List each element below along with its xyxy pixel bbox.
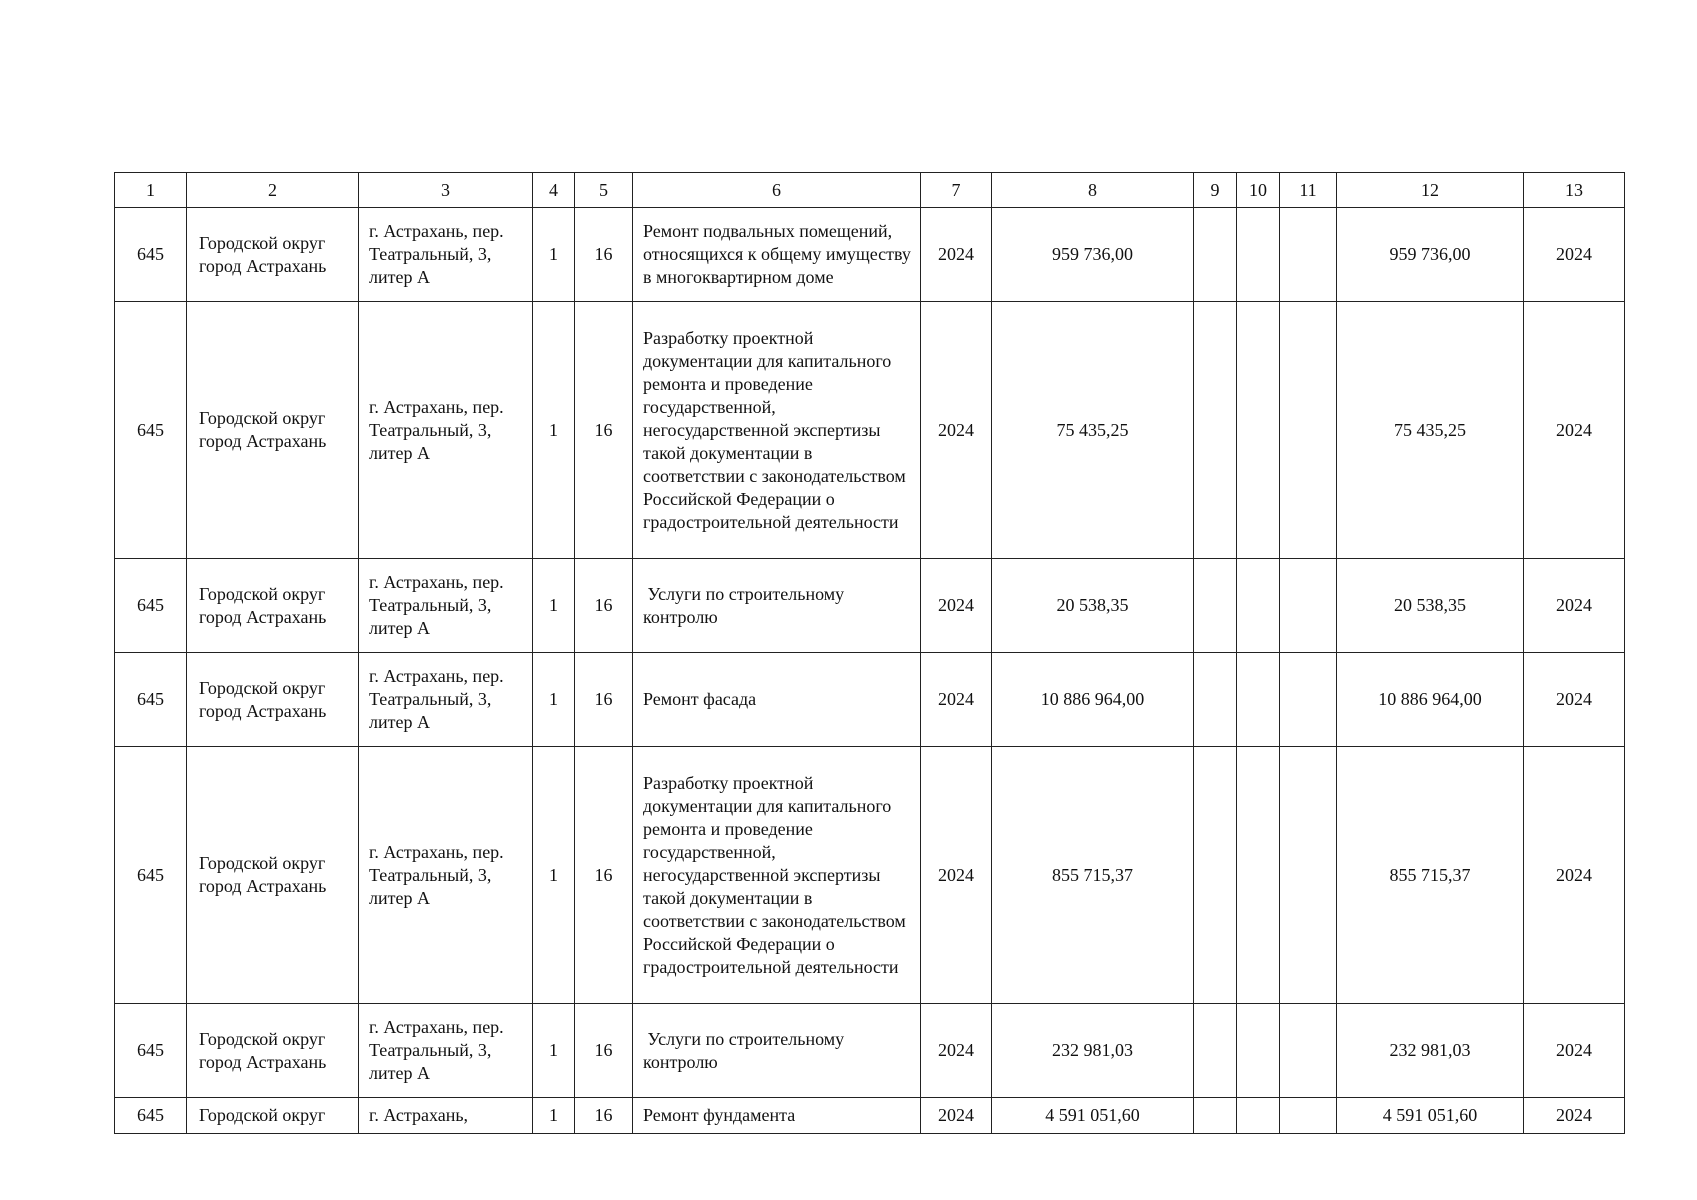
col4-cell: 1	[533, 653, 575, 747]
col10-cell	[1237, 1004, 1280, 1098]
municipality-cell: Городской округ город Астрахань	[187, 1004, 359, 1098]
col11-cell	[1280, 208, 1337, 302]
cost-cell: 10 886 964,00	[992, 653, 1194, 747]
header-cell-6: 6	[633, 173, 921, 208]
year-cell: 2024	[921, 1098, 992, 1134]
col10-cell	[1237, 747, 1280, 1004]
cost-cell: 959 736,00	[992, 208, 1194, 302]
col9-cell	[1194, 653, 1237, 747]
work-type-cell: Ремонт фасада	[633, 653, 921, 747]
col10-cell	[1237, 653, 1280, 747]
col9-cell	[1194, 1098, 1237, 1134]
year-cell: 2024	[921, 1004, 992, 1098]
col12-cell: 232 981,03	[1337, 1004, 1524, 1098]
row-number: 645	[115, 559, 187, 653]
col5-cell: 16	[575, 653, 633, 747]
address-cell: г. Астрахань, пер. Театральный, 3, литер А	[359, 653, 533, 747]
header-cell-2: 2	[187, 173, 359, 208]
address-cell: г. Астрахань, пер. Театральный, 3, литер А	[359, 559, 533, 653]
row-number: 645	[115, 1004, 187, 1098]
col10-cell	[1237, 208, 1280, 302]
col5-cell: 16	[575, 302, 633, 559]
capital-repair-table	[114, 172, 1625, 1134]
col4-cell: 1	[533, 747, 575, 1004]
col11-cell	[1280, 302, 1337, 559]
cost-cell: 20 538,35	[992, 559, 1194, 653]
address-cell: г. Астрахань, пер. Театральный, 3, литер А	[359, 1004, 533, 1098]
cost-cell: 232 981,03	[992, 1004, 1194, 1098]
header-cell-12: 12	[1337, 173, 1524, 208]
header-cell-10: 10	[1237, 173, 1280, 208]
cost-cell: 4 591 051,60	[992, 1098, 1194, 1134]
header-cell-4: 4	[533, 173, 575, 208]
col9-cell	[1194, 1004, 1237, 1098]
table-row	[115, 302, 1625, 559]
col11-cell	[1280, 559, 1337, 653]
col13-cell: 2024	[1524, 302, 1625, 559]
col12-cell: 75 435,25	[1337, 302, 1524, 559]
col4-cell: 1	[533, 208, 575, 302]
header-cell-3: 3	[359, 173, 533, 208]
col5-cell: 16	[575, 559, 633, 653]
col13-cell: 2024	[1524, 653, 1625, 747]
header-row	[115, 173, 1625, 208]
row-number: 645	[115, 1098, 187, 1134]
col9-cell	[1194, 208, 1237, 302]
col12-cell: 10 886 964,00	[1337, 653, 1524, 747]
col13-cell: 2024	[1524, 1004, 1625, 1098]
col12-cell: 855 715,37	[1337, 747, 1524, 1004]
cost-cell: 75 435,25	[992, 302, 1194, 559]
work-type-cell: Услуги по строительному контролю	[633, 559, 921, 653]
year-cell: 2024	[921, 653, 992, 747]
address-cell: г. Астрахань, пер. Театральный, 3, литер А	[359, 208, 533, 302]
table-row	[115, 747, 1625, 1004]
municipality-cell: Городской округ город Астрахань	[187, 747, 359, 1004]
municipality-cell: Городской округ город Астрахань	[187, 302, 359, 559]
work-type-cell: Разработку проектной документации для капитального ремонта и проведение государственной, негосударственной экспертизы такой документации в соответствии с законодательством Российской Федерации о градостроительной деятельности	[633, 747, 921, 1004]
table-row	[115, 1098, 1625, 1134]
header-cell-5: 5	[575, 173, 633, 208]
year-cell: 2024	[921, 747, 992, 1004]
year-cell: 2024	[921, 559, 992, 653]
col9-cell	[1194, 302, 1237, 559]
municipality-cell: Городской округ	[187, 1098, 359, 1134]
table-row	[115, 1004, 1625, 1098]
col10-cell	[1237, 1098, 1280, 1134]
col9-cell	[1194, 747, 1237, 1004]
col13-cell: 2024	[1524, 1098, 1625, 1134]
work-type-cell: Ремонт подвальных помещений, относящихся к общему имуществу в многоквартирном доме	[633, 208, 921, 302]
work-type-cell: Ремонт фундамента	[633, 1098, 921, 1134]
col10-cell	[1237, 559, 1280, 653]
year-cell: 2024	[921, 302, 992, 559]
row-number: 645	[115, 653, 187, 747]
address-cell: г. Астрахань, пер. Театральный, 3, литер А	[359, 302, 533, 559]
col12-cell: 20 538,35	[1337, 559, 1524, 653]
col4-cell: 1	[533, 1004, 575, 1098]
col12-cell: 959 736,00	[1337, 208, 1524, 302]
col5-cell: 16	[575, 1004, 633, 1098]
col11-cell	[1280, 1004, 1337, 1098]
address-cell: г. Астрахань, пер. Театральный, 3, литер А	[359, 747, 533, 1004]
year-cell: 2024	[921, 208, 992, 302]
col13-cell: 2024	[1524, 208, 1625, 302]
col11-cell	[1280, 653, 1337, 747]
col13-cell: 2024	[1524, 559, 1625, 653]
header-cell-8: 8	[992, 173, 1194, 208]
col10-cell	[1237, 302, 1280, 559]
row-number: 645	[115, 747, 187, 1004]
col11-cell	[1280, 747, 1337, 1004]
row-number: 645	[115, 208, 187, 302]
table-row	[115, 559, 1625, 653]
col4-cell: 1	[533, 559, 575, 653]
col4-cell: 1	[533, 302, 575, 559]
municipality-cell: Городской округ город Астрахань	[187, 208, 359, 302]
col12-cell: 4 591 051,60	[1337, 1098, 1524, 1134]
cost-cell: 855 715,37	[992, 747, 1194, 1004]
header-cell-13: 13	[1524, 173, 1625, 208]
col13-cell: 2024	[1524, 747, 1625, 1004]
header-cell-1: 1	[115, 173, 187, 208]
header-cell-9: 9	[1194, 173, 1237, 208]
col9-cell	[1194, 559, 1237, 653]
table-row	[115, 653, 1625, 747]
col4-cell: 1	[533, 1098, 575, 1134]
col5-cell: 16	[575, 747, 633, 1004]
col5-cell: 16	[575, 1098, 633, 1134]
municipality-cell: Городской округ город Астрахань	[187, 559, 359, 653]
row-number: 645	[115, 302, 187, 559]
address-cell: г. Астрахань,	[359, 1098, 533, 1134]
col5-cell: 16	[575, 208, 633, 302]
header-cell-11: 11	[1280, 173, 1337, 208]
work-type-cell: Разработку проектной документации для капитального ремонта и проведение государственной, негосударственной экспертизы такой документации в соответствии с законодательством Российской Федерации о градостроительной деятельности	[633, 302, 921, 559]
header-cell-7: 7	[921, 173, 992, 208]
table-row	[115, 208, 1625, 302]
municipality-cell: Городской округ город Астрахань	[187, 653, 359, 747]
col11-cell	[1280, 1098, 1337, 1134]
work-type-cell: Услуги по строительному контролю	[633, 1004, 921, 1098]
